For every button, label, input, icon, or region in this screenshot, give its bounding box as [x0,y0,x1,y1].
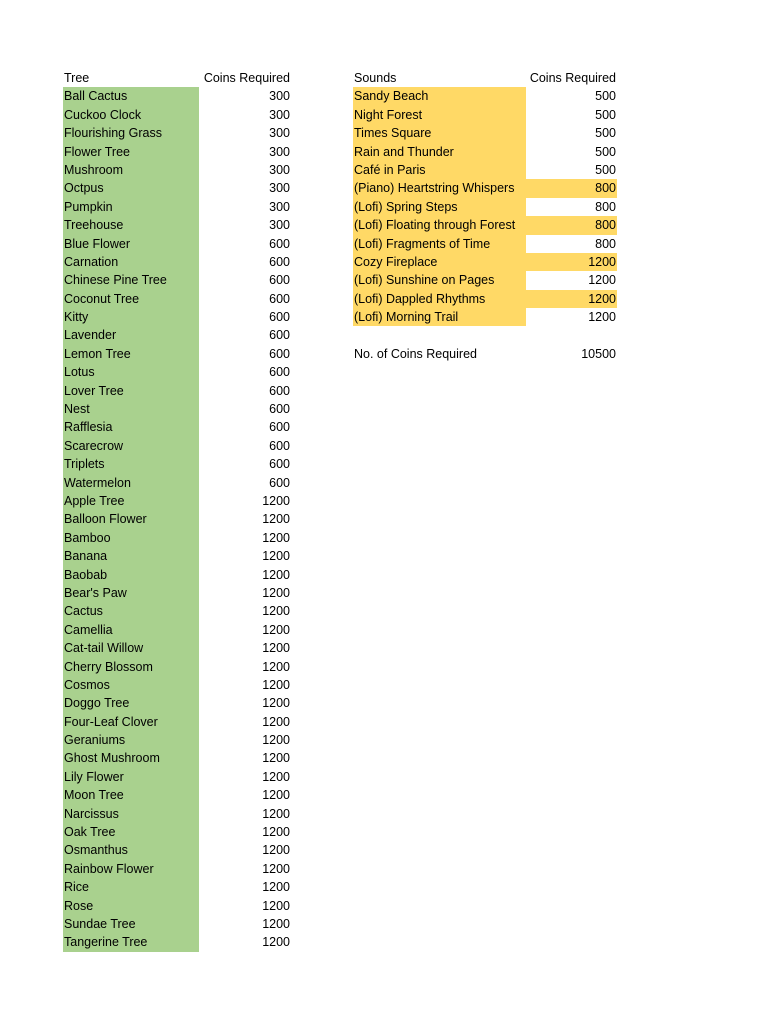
sound-coins-column-header: Coins Required [529,71,616,85]
tree-name-cell: Chinese Pine Tree [63,271,199,289]
tree-row [63,106,291,124]
tree-row [63,492,291,510]
tree-row [63,878,291,896]
tree-coins-cell: 600 [269,420,290,435]
tree-name-cell: Ball Cactus [63,87,199,105]
tree-name-cell: Lavender [63,326,199,344]
tree-coins-cell: 300 [269,126,290,141]
tree-coins-cell: 600 [269,236,290,251]
sound-rows [353,87,617,326]
tree-name-cell: Oak Tree [63,823,199,841]
sound-name-cell: Sandy Beach [353,87,526,105]
tree-name-cell: Doggo Tree [63,694,199,712]
tree-row [63,566,291,584]
tree-row [63,805,291,823]
tree-name-cell: Bear's Paw [63,584,199,602]
sound-coins-cell: 500 [595,107,616,122]
tree-name-cell: Nest [63,400,199,418]
tree-name-cell: Carnation [63,253,199,271]
tree-name-cell: Apple Tree [63,492,199,510]
sound-row [353,198,617,216]
tree-coins-cell: 600 [269,457,290,472]
sound-name-cell: (Lofi) Morning Trail [353,308,526,326]
tree-row [63,639,291,657]
sound-coins-cell: 1200 [588,273,616,288]
tree-coins-cell: 1200 [262,825,290,840]
tree-row [63,198,291,216]
tree-coins-cell: 1200 [262,843,290,858]
sound-row [353,271,617,289]
tree-name-cell: Kitty [63,308,199,326]
tree-row [63,749,291,767]
sound-name-cell: Night Forest [353,106,526,124]
tree-name-cell: Cuckoo Clock [63,106,199,124]
tree-row [63,510,291,528]
tree-row [63,308,291,326]
tree-row [63,290,291,308]
tree-coins-cell: 600 [269,402,290,417]
tree-row [63,382,291,400]
tree-coins-cell: 600 [269,310,290,325]
blank-row [353,326,617,344]
tree-coins-cell: 1200 [262,530,290,545]
tree-name-cell: Pumpkin [63,198,199,216]
total-label: No. of Coins Required [354,346,477,361]
sound-header-row [353,69,617,87]
tree-row [63,437,291,455]
tree-row [63,676,291,694]
tree-name-cell: Osmanthus [63,841,199,859]
tree-name-cell: Tangerine Tree [63,933,199,951]
tree-coins-cell: 600 [269,438,290,453]
tree-name-cell: Rose [63,897,199,915]
sound-name-cell: Cozy Fireplace [353,253,526,271]
tree-row [63,713,291,731]
tree-row [63,860,291,878]
tree-coins-cell: 300 [269,89,290,104]
tree-coins-cell: 600 [269,346,290,361]
tree-name-cell: Sundae Tree [63,915,199,933]
total-value: 10500 [581,346,616,361]
sound-name-cell: (Lofi) Dappled Rhythms [353,290,526,308]
tree-coins-cell: 1200 [262,567,290,582]
tree-column-header: Tree [64,71,90,85]
tree-name-cell: Balloon Flower [63,510,199,528]
tree-row [63,602,291,620]
sound-row [353,87,617,105]
tree-row [63,584,291,602]
tree-name-cell: Coconut Tree [63,290,199,308]
tree-name-cell: Ghost Mushroom [63,749,199,767]
tree-coins-cell: 600 [269,291,290,306]
tree-coins-cell: 1200 [262,677,290,692]
tree-name-cell: Rice [63,878,199,896]
tree-name-cell: Triplets [63,455,199,473]
tree-row [63,345,291,363]
tree-name-cell: Moon Tree [63,786,199,804]
tree-row [63,271,291,289]
sound-name-cell: (Lofi) Floating through Forest [353,216,526,234]
tree-name-cell: Watermelon [63,474,199,492]
tree-coins-cell: 300 [269,199,290,214]
tree-name-cell: Flourishing Grass [63,124,199,142]
sound-coins-cell: 500 [595,144,616,159]
tree-name-cell: Rainbow Flower [63,860,199,878]
tree-row [63,161,291,179]
tree-name-cell: Cat-tail Willow [63,639,199,657]
tree-coins-cell: 600 [269,475,290,490]
tree-row [63,418,291,436]
sound-name-cell: Times Square [353,124,526,142]
sound-coins-cell: 800 [595,199,616,214]
sound-coins-cell: 1200 [526,290,617,308]
sound-coins-cell: 800 [526,216,617,234]
sound-row [353,290,617,308]
tree-row [63,124,291,142]
tree-row [63,731,291,749]
tree-coins-cell: 1200 [262,751,290,766]
tree-name-cell: Rafflesia [63,418,199,436]
tree-name-cell: Narcissus [63,805,199,823]
tree-coins-cell: 1200 [262,493,290,508]
tree-name-cell: Lemon Tree [63,345,199,363]
sound-coins-cell: 800 [526,179,617,197]
tree-name-cell: Lover Tree [63,382,199,400]
tree-coins-cell: 300 [269,162,290,177]
tree-row [63,786,291,804]
tree-coins-cell: 1200 [262,604,290,619]
tree-name-cell: Bamboo [63,529,199,547]
tree-row [63,87,291,105]
tree-header-row [63,69,291,87]
tree-name-cell: Baobab [63,566,199,584]
sound-column-header: Sounds [354,71,397,85]
tree-name-cell: Cosmos [63,676,199,694]
sound-row [353,216,617,234]
sound-row [353,308,617,326]
tree-coins-cell: 1200 [262,659,290,674]
total-row [353,345,617,363]
tree-coins-cell: 600 [269,365,290,380]
tree-name-cell: Lotus [63,363,199,381]
tree-coins-cell: 600 [269,328,290,343]
tree-row [63,768,291,786]
tree-coins-cell: 1200 [262,916,290,931]
tree-row [63,529,291,547]
tree-coins-cell: 1200 [262,696,290,711]
tree-row [63,455,291,473]
sound-name-cell: (Lofi) Fragments of Time [353,235,526,253]
tree-name-cell: Scarecrow [63,437,199,455]
tree-name-cell: Four-Leaf Clover [63,713,199,731]
tree-name-cell: Octpus [63,179,199,197]
tree-coins-column-header: Coins Required [203,71,290,85]
tree-coins-cell: 600 [269,383,290,398]
tree-coins-cell: 1200 [262,806,290,821]
tree-name-cell: Banana [63,547,199,565]
tree-coins-cell: 1200 [262,769,290,784]
tree-coins-cell: 1200 [262,733,290,748]
tree-row [63,658,291,676]
tree-coins-cell: 1200 [262,898,290,913]
sound-table [353,69,617,363]
tree-coins-cell: 300 [269,181,290,196]
sound-row [353,235,617,253]
tree-coins-cell: 600 [269,273,290,288]
tree-coins-cell: 1200 [262,788,290,803]
sound-row [353,143,617,161]
tree-row [63,694,291,712]
tree-row [63,235,291,253]
tree-name-cell: Flower Tree [63,143,199,161]
tree-coins-cell: 600 [269,254,290,269]
tree-name-cell: Blue Flower [63,235,199,253]
sound-coins-cell: 500 [595,126,616,141]
tree-row [63,143,291,161]
tree-coins-cell: 1200 [262,641,290,656]
tree-name-cell: Lily Flower [63,768,199,786]
tree-row [63,474,291,492]
tree-name-cell: Camellia [63,621,199,639]
tree-coins-cell: 1200 [262,861,290,876]
tree-name-cell: Cactus [63,602,199,620]
sound-row [353,179,617,197]
tree-coins-cell: 1200 [262,714,290,729]
tree-coins-cell: 1200 [262,549,290,564]
tree-rows [63,87,291,951]
tree-row [63,363,291,381]
tree-coins-cell: 1200 [262,585,290,600]
sound-row [353,106,617,124]
tree-row [63,179,291,197]
sound-name-cell: (Lofi) Sunshine on Pages [353,271,526,289]
sound-row [353,253,617,271]
tree-coins-cell: 300 [269,107,290,122]
tree-row [63,216,291,234]
tree-name-cell: Cherry Blossom [63,658,199,676]
tree-row [63,253,291,271]
tree-coins-cell: 300 [269,218,290,233]
tree-row [63,915,291,933]
tree-row [63,400,291,418]
tree-name-cell: Geraniums [63,731,199,749]
tree-coins-cell: 1200 [262,935,290,950]
sound-name-cell: Café in Paris [353,161,526,179]
tree-row [63,326,291,344]
tree-row [63,547,291,565]
sound-coins-cell: 1200 [526,253,617,271]
tree-table [63,69,291,952]
tree-coins-cell: 1200 [262,880,290,895]
tree-name-cell: Mushroom [63,161,199,179]
sound-row [353,124,617,142]
tree-coins-cell: 1200 [262,512,290,527]
tree-row [63,933,291,951]
tree-name-cell: Treehouse [63,216,199,234]
sound-coins-cell: 500 [595,89,616,104]
tree-coins-cell: 300 [269,144,290,159]
tree-row [63,841,291,859]
sound-coins-cell: 500 [595,162,616,177]
tree-row [63,897,291,915]
sound-name-cell: Rain and Thunder [353,143,526,161]
tree-row [63,823,291,841]
sound-name-cell: (Lofi) Spring Steps [353,198,526,216]
sound-name-cell: (Piano) Heartstring Whispers [353,179,526,197]
sound-row [353,161,617,179]
sound-coins-cell: 800 [595,236,616,251]
tree-row [63,621,291,639]
sound-coins-cell: 1200 [588,310,616,325]
tree-coins-cell: 1200 [262,622,290,637]
